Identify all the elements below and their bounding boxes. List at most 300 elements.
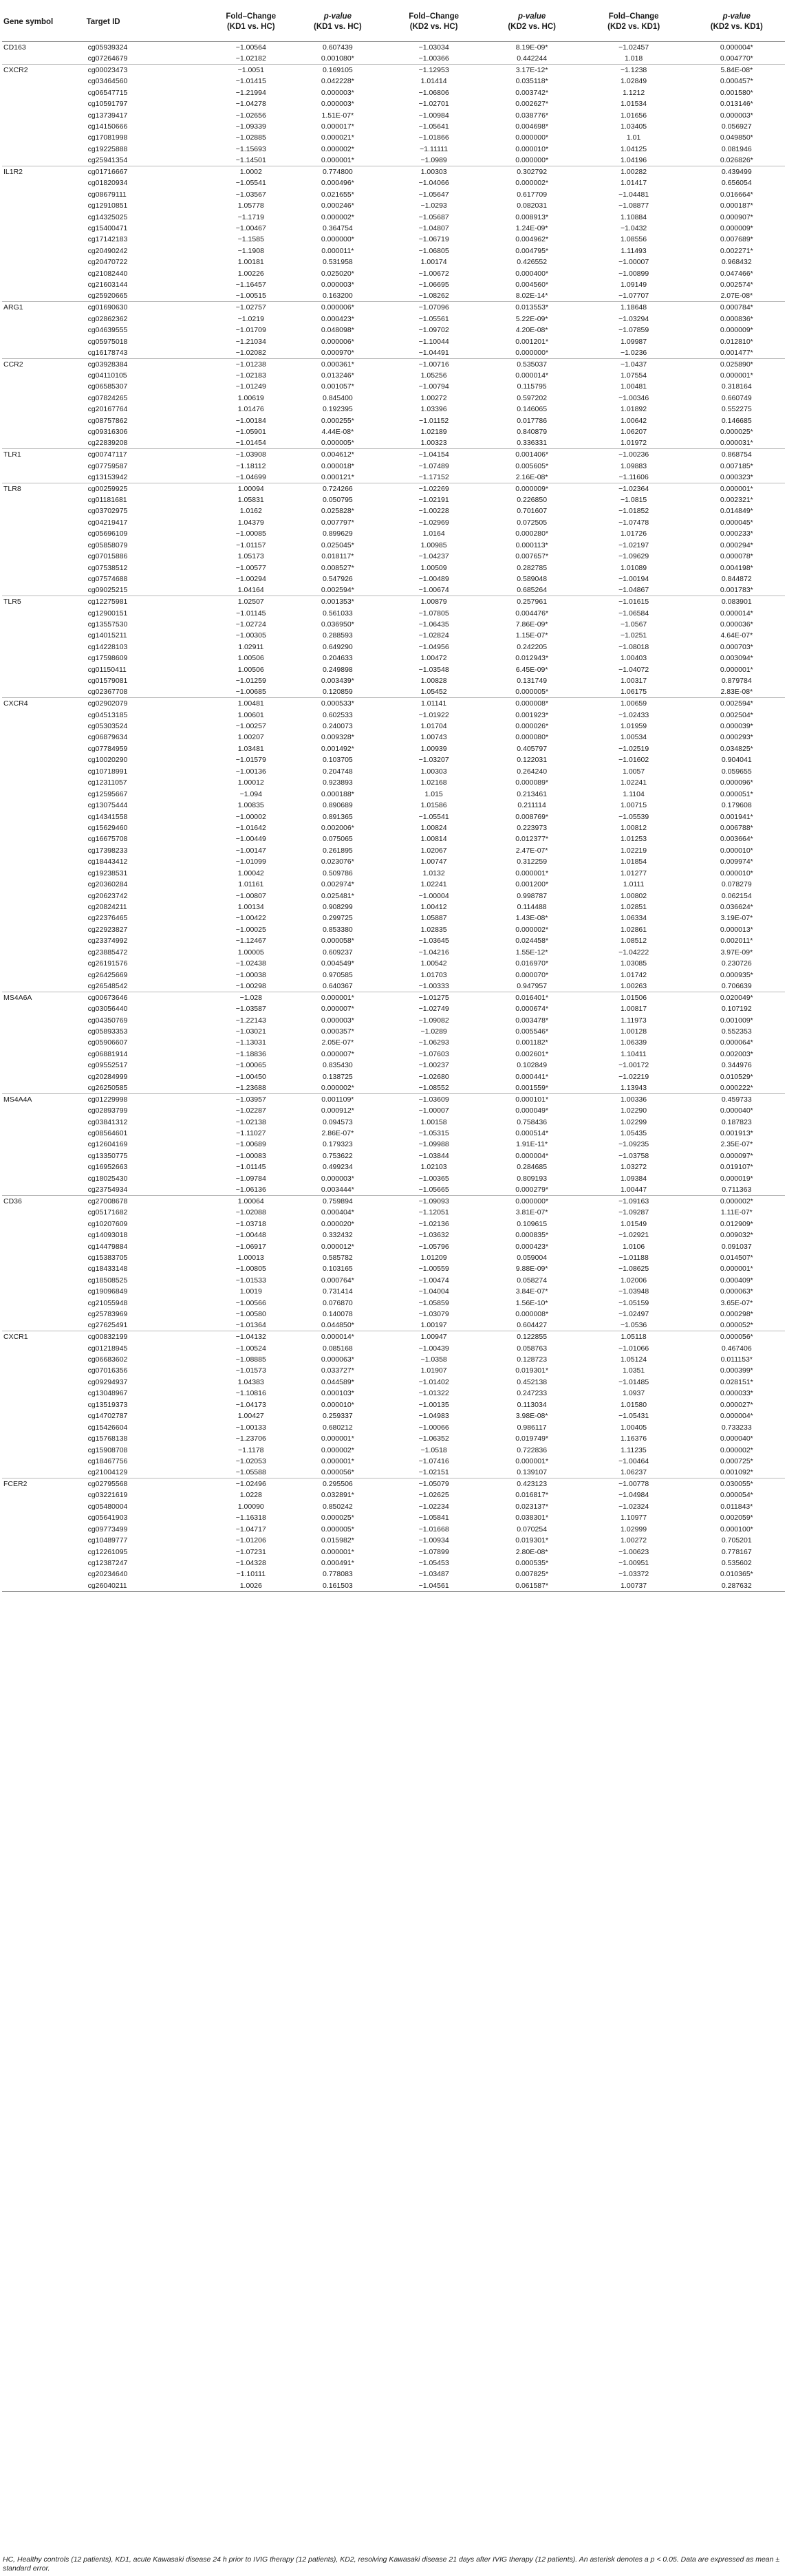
p-value-kd2-hc-cell: 0.213461 (517, 789, 548, 798)
fold-change-kd2-kd1-cell: 1.09883 (621, 461, 647, 470)
p-value-kd1-hc-cell: 0.018117* (321, 552, 354, 561)
p-value-kd2-hc-cell: 0.000026* (515, 722, 549, 731)
table-row (2, 686, 785, 698)
fold-change-kd2-kd1-cell: 1.00403 (621, 654, 647, 663)
fold-change-kd2-kd1-cell: 1.00282 (579, 166, 689, 178)
p-value-kd1-hc-cell: 0.249898 (322, 665, 353, 674)
target-id-cell: cg09025215 (87, 586, 128, 595)
target-id-cell: cg02367708 (87, 688, 128, 697)
p-value-kd2-kd1-cell: 0.011843* (720, 1502, 753, 1511)
fold-change-kd2-kd1-cell: −1.03948 (618, 1287, 649, 1296)
p-value-kd1-hc-cell: 0.002006* (321, 823, 354, 832)
p-value-kd2-kd1-cell: 0.000033* (720, 1389, 753, 1398)
fold-change-kd2-hc-cell: −1.09093 (383, 1196, 485, 1208)
p-value-kd1-hc-cell: 0.103705 (322, 756, 353, 765)
fold-change-kd2-hc-cell: 1.00939 (420, 744, 447, 753)
p-value-kd2-kd1-cell: 0.011153* (720, 1355, 753, 1364)
p-value-kd2-kd1-cell: 0.000063* (720, 1287, 753, 1296)
p-value-kd2-kd1-cell: 0.000031* (720, 439, 753, 448)
p-value-kd2-kd1-cell: 0.002003* (720, 1049, 753, 1058)
fold-change-kd1-hc-cell: 1.01476 (237, 405, 264, 414)
p-value-kd2-kd1-cell: 0.007185* (720, 461, 753, 470)
gene-symbol-cell: CD163 (2, 42, 85, 54)
p-value-kd2-kd1-cell: 0.733233 (721, 1423, 752, 1432)
fold-change-kd1-hc-cell: −1.094 (239, 789, 262, 798)
p-value-kd1-hc-cell: 0.000005* (321, 439, 354, 448)
fold-change-kd2-kd1-cell: −1.0251 (621, 631, 647, 640)
fold-change-kd2-kd1-cell: 1.018 (625, 54, 643, 63)
p-value-kd2-kd1-cell: 0.009032* (720, 1231, 753, 1240)
gene-symbol-cell: ARG1 (2, 302, 85, 314)
p-value-kd2-kd1-cell: 0.004198* (720, 563, 753, 572)
fold-change-kd1-hc-cell: −1.00689 (235, 1140, 266, 1149)
gene-symbol-cell (2, 822, 85, 833)
gene-symbol-cell (2, 404, 85, 415)
fold-change-kd2-hc-cell: −1.0289 (420, 1027, 447, 1036)
fold-change-kd1-hc-cell: −1.1585 (237, 235, 264, 244)
p-value-kd2-hc-cell: 8.02E-14* (515, 292, 548, 301)
fold-change-kd2-kd1-cell: 1.02861 (621, 925, 647, 934)
p-value-kd2-hc-cell: 0.000000* (485, 1196, 579, 1208)
fold-change-kd1-hc-cell: −1.01157 (236, 541, 266, 549)
gene-symbol-cell (2, 1421, 85, 1432)
fold-change-kd2-hc-cell: 1.00828 (420, 677, 447, 686)
gene-symbol-cell (2, 551, 85, 562)
target-id-cell: cg04110105 (87, 371, 127, 380)
p-value-kd2-hc-cell: 0.312259 (517, 858, 548, 866)
header-gene-symbol: Gene symbol (2, 3, 85, 42)
p-value-kd1-hc-cell: 0.007797* (321, 518, 354, 527)
p-value-kd2-hc-cell: 0.000008* (515, 1310, 549, 1319)
table-row (2, 223, 785, 234)
p-value-kd2-kd1-cell: 0.535602 (721, 1559, 752, 1568)
p-value-kd2-kd1-cell: 0.000054* (720, 1491, 753, 1500)
p-value-kd2-kd1-cell: 0.552275 (721, 405, 752, 414)
table-row (2, 1444, 785, 1455)
target-id-cell: cg15629460 (87, 823, 128, 832)
fold-change-kd2-kd1-cell: 1.01506 (579, 992, 689, 1003)
p-value-kd1-hc-cell: 0.015982* (321, 1536, 354, 1545)
table-row (2, 630, 785, 641)
p-value-kd2-kd1-cell: 0.904041 (721, 756, 752, 765)
p-value-kd1-hc-cell: 0.602533 (322, 710, 353, 719)
p-value-kd1-hc-cell: 0.004549* (321, 959, 354, 968)
target-id-cell: cg15426604 (87, 1423, 128, 1432)
gene-symbol-cell (2, 177, 85, 188)
p-value-kd2-kd1-cell: 0.230726 (721, 959, 752, 968)
fold-change-kd2-kd1-cell: −1.02364 (579, 483, 689, 494)
p-value-kd1-hc-cell: 0.002974* (321, 880, 354, 889)
table-row (2, 1241, 785, 1252)
p-value-kd2-hc-cell: 2.16E-08* (515, 472, 548, 481)
p-value-kd2-hc-cell: 0.604427 (517, 1321, 548, 1330)
target-id-cell: cg04639555 (87, 326, 128, 335)
fold-change-kd2-hc-cell: −1.09082 (418, 1016, 449, 1025)
fold-change-kd1-hc-cell: −1.23688 (235, 1083, 266, 1092)
table-row (2, 245, 785, 256)
target-id-cell: cg20824211 (87, 903, 127, 912)
fold-change-kd1-hc-cell: −1.01642 (235, 823, 266, 832)
table-row (2, 189, 785, 200)
p-value-kd2-hc-cell: 0.758436 (517, 1117, 548, 1126)
p-value-kd2-kd1-cell: 0.439499 (689, 166, 785, 178)
p-value-kd2-hc-cell: 0.102849 (517, 1061, 548, 1070)
p-value-kd2-hc-cell: 0.000279* (515, 1186, 549, 1194)
fold-change-kd2-kd1-cell: 1.09149 (621, 281, 647, 290)
fold-change-kd1-hc-cell: 1.00013 (237, 1253, 264, 1262)
fold-change-kd1-hc-cell: −1.05541 (235, 179, 266, 188)
gene-symbol-cell (2, 675, 85, 686)
table-row (2, 290, 785, 302)
fold-change-kd2-kd1-cell: −1.0567 (621, 620, 647, 629)
table-row (2, 1150, 785, 1161)
fold-change-kd2-hc-cell: −1.00984 (418, 111, 449, 120)
p-value-kd2-hc-cell: 9.88E-09* (515, 1265, 548, 1274)
gene-symbol-cell (2, 1535, 85, 1546)
p-value-kd1-hc-cell: 0.000246* (321, 201, 354, 210)
fold-change-kd2-kd1-cell: −1.02921 (618, 1231, 649, 1240)
fold-change-kd1-hc-cell: −1.01573 (235, 1366, 266, 1375)
fold-change-kd2-hc-cell: −1.06806 (418, 88, 449, 97)
p-value-kd1-hc-cell: 0.000003* (321, 1016, 354, 1025)
p-value-kd2-kd1-cell: 0.187823 (721, 1117, 752, 1126)
gene-symbol-cell (2, 98, 85, 109)
p-value-kd1-hc-cell: 0.845400 (322, 393, 353, 402)
target-id-cell: cg00259925 (85, 483, 210, 494)
fold-change-kd1-hc-cell: −1.01099 (235, 858, 266, 866)
table-row (2, 1116, 785, 1127)
p-value-kd2-kd1-cell: 0.000293* (720, 733, 753, 742)
target-id-cell: cg03928384 (85, 358, 210, 370)
fold-change-kd2-hc-cell: −1.02824 (418, 631, 449, 640)
p-value-kd2-kd1-cell: 0.000010* (720, 869, 753, 877)
fold-change-kd1-hc-cell: −1.13031 (235, 1038, 266, 1047)
target-id-cell: cg07574688 (87, 575, 128, 584)
fold-change-kd2-hc-cell: −1.12953 (383, 65, 485, 76)
p-value-kd2-hc-cell: 0.023137* (515, 1502, 549, 1511)
p-value-kd2-kd1-cell: 0.002594* (689, 698, 785, 710)
p-value-kd1-hc-cell: 0.899629 (322, 530, 353, 538)
p-value-kd1-hc-cell: 0.001109* (292, 1093, 383, 1105)
p-value-kd2-hc-cell: 0.000423* (515, 1242, 549, 1251)
gene-symbol-cell (2, 1060, 85, 1071)
table-row (2, 766, 785, 777)
p-value-kd1-hc-cell: 0.204633 (322, 654, 353, 663)
gene-symbol-cell (2, 856, 85, 867)
fold-change-kd2-hc-cell: 1.015 (424, 789, 443, 798)
p-value-kd2-kd1-cell: 0.000935* (720, 970, 753, 979)
target-id-cell: cg07759587 (87, 461, 128, 470)
target-id-cell: cg01181681 (87, 496, 127, 505)
p-value-kd2-kd1-cell: 0.000045* (720, 518, 753, 527)
p-value-kd1-hc-cell: 0.000025* (321, 1514, 354, 1522)
fold-change-kd2-kd1-cell: −1.09163 (579, 1196, 689, 1208)
table-row (2, 1184, 785, 1196)
fold-change-kd1-hc-cell: −1.00133 (235, 1423, 266, 1432)
fold-change-kd2-kd1-cell: 1.00737 (579, 1580, 689, 1592)
fold-change-kd1-hc-cell: 1.00094 (209, 483, 292, 494)
gene-symbol-cell (2, 879, 85, 890)
table-row (2, 754, 785, 765)
p-value-kd1-hc-cell: 0.161503 (292, 1580, 383, 1592)
p-value-kd1-hc-cell: 0.163200 (322, 292, 353, 301)
gene-symbol-cell (2, 958, 85, 969)
p-value-kd2-hc-cell: 0.131749 (517, 677, 548, 686)
gene-symbol-cell (2, 969, 85, 980)
fold-change-kd2-hc-cell: 1.00412 (420, 903, 447, 912)
p-value-kd1-hc-cell: 0.609237 (322, 948, 353, 957)
p-value-kd2-hc-cell: 0.247233 (517, 1389, 548, 1398)
fold-change-kd1-hc-cell: −1.02287 (235, 1106, 266, 1115)
fold-change-kd2-kd1-cell: −1.11606 (618, 472, 649, 481)
table-row (2, 528, 785, 539)
p-value-kd1-hc-cell: 0.000002* (321, 1083, 354, 1092)
p-value-kd2-kd1-cell: 0.062154 (721, 891, 752, 900)
p-value-kd1-hc-cell: 0.640367 (322, 981, 353, 990)
fold-change-kd2-hc-cell: −1.02969 (418, 518, 449, 527)
p-value-kd2-kd1-cell: 0.083901 (689, 596, 785, 608)
target-id-cell: cg09294937 (87, 1377, 128, 1386)
fold-change-kd2-hc-cell: −1.04216 (418, 948, 449, 957)
fold-change-kd2-kd1-cell: 1.02299 (621, 1117, 647, 1126)
table-row (2, 1354, 785, 1365)
p-value-kd2-kd1-cell: 0.034825* (720, 744, 753, 753)
table-row (2, 1489, 785, 1500)
fold-change-kd2-kd1-cell: 1.03085 (621, 959, 647, 968)
p-value-kd1-hc-cell: 0.853380 (322, 925, 353, 934)
table-row (2, 234, 785, 245)
p-value-kd2-hc-cell: 0.000000* (515, 348, 549, 357)
gene-symbol-cell (2, 234, 85, 245)
p-value-kd2-hc-cell: 0.282785 (517, 563, 548, 572)
fold-change-kd2-hc-cell: 1.00814 (420, 835, 447, 844)
fold-change-kd2-hc-cell: −1.04066 (418, 179, 449, 188)
target-id-cell: cg05906607 (87, 1038, 128, 1047)
fold-change-kd2-hc-cell: 1.00947 (383, 1331, 485, 1343)
fold-change-kd1-hc-cell: −1.00685 (235, 688, 266, 697)
fold-change-kd2-kd1-cell: −1.00172 (618, 1061, 649, 1070)
target-id-cell: cg01218945 (87, 1344, 128, 1353)
fold-change-kd1-hc-cell: 1.0002 (209, 166, 292, 178)
fold-change-kd2-hc-cell: −1.00672 (418, 269, 449, 278)
p-value-kd1-hc-cell: 0.002594* (321, 586, 354, 595)
p-value-kd2-hc-cell: 0.058763 (517, 1344, 548, 1353)
gene-symbol-cell (2, 1161, 85, 1172)
gene-symbol-cell (2, 1184, 85, 1196)
fold-change-kd1-hc-cell: −1.22143 (235, 1016, 266, 1025)
gene-symbol-cell (2, 1116, 85, 1127)
table-row (2, 1128, 785, 1139)
p-value-kd2-kd1-cell: 0.010529* (720, 1072, 753, 1081)
fold-change-kd1-hc-cell: −1.02138 (235, 1117, 266, 1126)
target-id-cell: cg16952663 (87, 1163, 128, 1172)
target-id-cell: cg19096849 (87, 1287, 128, 1296)
p-value-kd2-hc-cell: 0.000049* (515, 1106, 549, 1115)
table-row (2, 1263, 785, 1274)
fold-change-kd2-kd1-cell: −1.00464 (618, 1456, 649, 1465)
gene-symbol-cell (2, 1026, 85, 1037)
table-row (2, 709, 785, 720)
fold-change-kd1-hc-cell: −1.00805 (235, 1265, 266, 1274)
p-value-kd2-hc-cell: 0.226850 (517, 496, 548, 505)
fold-change-kd1-hc-cell: −1.00305 (235, 631, 266, 640)
p-value-kd1-hc-cell: 0.000121* (321, 472, 354, 481)
target-id-cell: cg20360284 (87, 880, 128, 889)
table-row (2, 1139, 785, 1150)
target-id-cell: cg09773499 (87, 1525, 128, 1533)
fold-change-kd2-hc-cell: −1.03487 (418, 1570, 449, 1579)
p-value-kd1-hc-cell: 0.000056* (321, 1468, 354, 1477)
gene-symbol-cell (2, 562, 85, 573)
gene-symbol-cell: MS4A4A (2, 1093, 85, 1105)
fold-change-kd2-kd1-cell: −1.04072 (618, 665, 649, 674)
fold-change-kd1-hc-cell: −1.00002 (235, 812, 266, 821)
fold-change-kd1-hc-cell: 1.00064 (209, 1196, 292, 1208)
gene-symbol-cell (2, 415, 85, 426)
table-row (2, 1410, 785, 1421)
table-row (2, 132, 785, 143)
p-value-kd2-kd1-cell: 0.014849* (720, 507, 753, 516)
target-id-cell: cg17398233 (87, 846, 128, 855)
p-value-kd2-kd1-cell: 0.179608 (721, 801, 752, 810)
fold-change-kd2-hc-cell: −1.06352 (418, 1434, 449, 1443)
target-id-cell: cg00747117 (85, 449, 210, 461)
gene-symbol-cell (2, 1456, 85, 1467)
fold-change-kd1-hc-cell: 1.04383 (237, 1377, 264, 1386)
fold-change-kd2-hc-cell: 1.01141 (383, 698, 485, 710)
fold-change-kd2-kd1-cell: 1.03405 (621, 122, 647, 131)
target-id-cell: cg05303524 (87, 722, 128, 731)
p-value-kd2-hc-cell: 0.004476* (515, 609, 549, 618)
p-value-kd2-kd1-cell: 0.081946 (721, 144, 752, 153)
fold-change-kd1-hc-cell: −1.16318 (235, 1514, 266, 1522)
gene-symbol-cell (2, 426, 85, 437)
p-value-kd2-kd1-cell: 0.656054 (721, 179, 752, 188)
fold-change-kd1-hc-cell: −1.23706 (235, 1434, 266, 1443)
p-value-kd2-hc-cell: 0.004698* (515, 122, 549, 131)
p-value-kd2-hc-cell: 0.109615 (517, 1219, 548, 1228)
target-id-cell: cg08679111 (87, 190, 127, 199)
fold-change-kd2-kd1-cell: 1.02006 (621, 1276, 647, 1285)
fold-change-kd2-hc-cell: −1.00439 (418, 1344, 449, 1353)
fold-change-kd2-hc-cell: −1.05687 (418, 212, 449, 221)
fold-change-kd2-hc-cell: −1.00228 (418, 507, 449, 516)
gene-symbol-cell (2, 517, 85, 528)
fold-change-kd2-hc-cell: −1.05079 (383, 1478, 485, 1490)
p-value-kd1-hc-cell: 0.547926 (322, 575, 353, 584)
fold-change-kd2-kd1-cell: 1.06339 (621, 1038, 647, 1047)
table-header (2, 3, 785, 42)
p-value-kd2-kd1-cell: 0.706639 (721, 981, 752, 990)
fold-change-kd2-hc-cell: 1.01414 (420, 77, 447, 86)
fold-change-kd2-kd1-cell: −1.07859 (618, 326, 649, 335)
gene-symbol-cell (2, 664, 85, 675)
fold-change-kd2-kd1-cell: 1.00128 (621, 1027, 647, 1036)
table-row (2, 268, 785, 279)
table-row (2, 1512, 785, 1523)
methylation-table (2, 3, 785, 1592)
target-id-cell: cg05939324 (85, 42, 210, 54)
target-id-cell: cg18433148 (87, 1265, 128, 1274)
gene-symbol-cell (2, 1580, 85, 1592)
gene-symbol-cell: CD36 (2, 1196, 85, 1208)
table-row (2, 347, 785, 359)
table-row (2, 1275, 785, 1286)
p-value-kd2-hc-cell: 0.000535* (515, 1559, 549, 1568)
p-value-kd2-kd1-cell: 0.000078* (720, 552, 753, 561)
p-value-kd2-hc-cell: 0.016817* (515, 1491, 549, 1500)
target-id-cell: cg05696109 (87, 530, 128, 538)
fold-change-kd2-hc-cell: 1.02189 (420, 428, 447, 437)
p-value-kd2-hc-cell: 7.86E-09* (515, 620, 548, 629)
p-value-kd2-hc-cell: 0.012943* (515, 654, 549, 663)
p-value-kd2-hc-cell: 0.000089* (515, 778, 549, 787)
fold-change-kd2-hc-cell: 1.00747 (420, 858, 447, 866)
target-id-cell: cg13739417 (87, 111, 128, 120)
fold-change-kd2-hc-cell: −1.05453 (418, 1559, 449, 1568)
p-value-kd2-hc-cell: 3.17E-12* (485, 65, 579, 76)
fold-change-kd2-kd1-cell: 1.18648 (579, 302, 689, 314)
p-value-kd2-kd1-cell: 0.000703* (720, 642, 753, 651)
fold-change-kd1-hc-cell: −1.00577 (235, 563, 266, 572)
table-row (2, 494, 785, 505)
fold-change-kd2-hc-cell: 1.00272 (420, 393, 447, 402)
gene-symbol-cell: TLR5 (2, 596, 85, 608)
table-row (2, 1071, 785, 1082)
p-value-kd2-hc-cell: 0.986117 (517, 1423, 547, 1432)
fold-change-kd1-hc-cell: 1.02911 (238, 642, 264, 651)
table-row (2, 144, 785, 155)
fold-change-kd2-hc-cell: −1.04491 (418, 348, 449, 357)
table-row (2, 437, 785, 449)
p-value-kd2-hc-cell: 0.146065 (517, 405, 548, 414)
table-row (2, 1252, 785, 1263)
fold-change-kd2-hc-cell: −1.00474 (418, 1276, 449, 1285)
table-row (2, 1569, 785, 1580)
target-id-cell: cg18025430 (87, 1174, 128, 1183)
p-value-kd2-kd1-cell: 3.97E-09* (720, 948, 753, 957)
fold-change-kd1-hc-cell: −1.06917 (235, 1242, 266, 1251)
table-row (2, 981, 785, 992)
table-row (2, 596, 785, 608)
target-id-cell: cg13153942 (87, 472, 128, 481)
p-value-kd2-hc-cell: 0.000009* (485, 483, 579, 494)
fold-change-kd2-hc-cell: −1.0293 (420, 201, 447, 210)
fold-change-kd2-kd1-cell: 1.0351 (623, 1366, 645, 1375)
gene-symbol-cell (2, 1410, 85, 1421)
p-value-kd2-kd1-cell: 0.006788* (720, 823, 753, 832)
p-value-kd1-hc-cell: 0.000003* (321, 88, 354, 97)
p-value-kd2-hc-cell: 1.15E-07* (515, 631, 548, 640)
fold-change-kd2-kd1-cell: 1.10411 (621, 1049, 647, 1058)
table-row (2, 472, 785, 483)
table-row (2, 1535, 785, 1546)
target-id-cell: cg14479884 (87, 1242, 128, 1251)
target-id-cell: cg02862362 (87, 314, 128, 323)
p-value-kd2-kd1-cell: 0.001092* (720, 1468, 753, 1477)
fold-change-kd1-hc-cell: −1.00147 (235, 846, 266, 855)
p-value-kd2-hc-cell: 0.082031 (517, 201, 548, 210)
table-row (2, 1037, 785, 1048)
p-value-kd1-hc-cell: 0.531958 (322, 258, 353, 267)
p-value-kd1-hc-cell: 0.000001* (321, 1434, 354, 1443)
fold-change-kd2-kd1-cell: −1.02457 (579, 42, 689, 54)
target-id-cell: cg26040211 (85, 1580, 210, 1592)
p-value-kd1-hc-cell: 0.000021* (321, 133, 354, 142)
target-id-cell: cg13048967 (87, 1389, 128, 1398)
table-row (2, 1421, 785, 1432)
fold-change-kd2-kd1-cell: 1.00715 (621, 801, 647, 810)
